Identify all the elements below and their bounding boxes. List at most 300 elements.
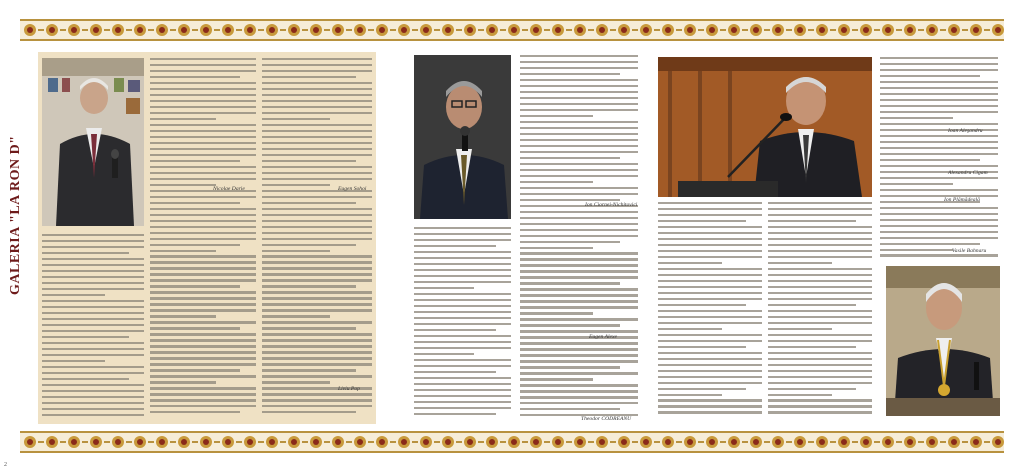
text-line xyxy=(658,376,762,378)
ornament-center xyxy=(71,439,77,445)
text-line xyxy=(150,315,216,317)
text-line xyxy=(262,381,330,383)
text-line xyxy=(520,103,638,105)
signature-left-col3-b: Liviu Pop xyxy=(338,386,360,392)
top-ornament-border xyxy=(20,19,1004,41)
text-line xyxy=(658,292,762,294)
text-line xyxy=(768,399,872,401)
ornament-link xyxy=(60,441,66,443)
text-line xyxy=(262,238,372,240)
ornament-center xyxy=(709,27,715,33)
text-line xyxy=(880,153,998,155)
ornament-center xyxy=(841,27,847,33)
text-line xyxy=(414,329,496,331)
ornament-center xyxy=(555,27,561,33)
text-line xyxy=(262,124,372,126)
text-line xyxy=(520,73,620,75)
text-line xyxy=(520,61,638,63)
text-line xyxy=(658,262,722,264)
text-line xyxy=(262,339,372,341)
text-line xyxy=(262,351,372,353)
text-line xyxy=(880,63,998,65)
text-line xyxy=(414,269,511,271)
text-line xyxy=(150,333,256,335)
signature-right-b: Alexandru Cigam xyxy=(948,170,988,176)
ornament-center xyxy=(225,439,231,445)
text-line xyxy=(768,256,872,258)
text-line xyxy=(262,255,372,257)
text-line xyxy=(768,405,872,407)
ornament-link xyxy=(346,29,352,31)
text-line xyxy=(262,279,372,281)
center-column-1-text xyxy=(414,227,511,422)
ornament-center xyxy=(423,27,429,33)
text-line xyxy=(520,336,638,338)
ornament-link xyxy=(148,441,154,443)
text-line xyxy=(42,294,105,296)
text-line xyxy=(768,238,872,240)
center-page xyxy=(377,52,643,424)
text-line xyxy=(880,57,998,59)
text-line xyxy=(880,111,998,113)
text-line xyxy=(262,357,372,359)
text-line xyxy=(880,93,998,95)
text-line xyxy=(658,220,746,222)
text-line xyxy=(414,413,496,415)
text-line xyxy=(880,117,953,119)
text-line xyxy=(768,394,832,396)
text-line xyxy=(262,405,372,407)
bottom-ornament-border xyxy=(20,431,1004,453)
ornament-center xyxy=(819,439,825,445)
text-line xyxy=(768,376,872,378)
text-line xyxy=(262,100,372,102)
text-line xyxy=(42,288,144,290)
text-line xyxy=(768,352,872,354)
ornament-center xyxy=(577,27,583,33)
text-line xyxy=(658,382,762,384)
text-line xyxy=(768,298,872,300)
text-line xyxy=(414,311,511,313)
text-line xyxy=(520,330,638,332)
ornament-center xyxy=(511,439,517,445)
text-line xyxy=(880,225,998,227)
ornament-link xyxy=(588,29,594,31)
ornament-center xyxy=(687,439,693,445)
text-line xyxy=(150,405,256,407)
text-line xyxy=(42,390,144,392)
text-line xyxy=(42,240,144,242)
text-line xyxy=(150,357,256,359)
text-line xyxy=(150,327,240,329)
text-line xyxy=(658,304,746,306)
text-line xyxy=(768,370,872,372)
ornament-center xyxy=(335,439,341,445)
ornament-link xyxy=(346,441,352,443)
ornament-center xyxy=(423,439,429,445)
ornament-center xyxy=(203,27,209,33)
text-line xyxy=(768,292,872,294)
text-line xyxy=(658,238,762,240)
text-line xyxy=(150,255,256,257)
text-line xyxy=(520,354,638,356)
text-line xyxy=(414,281,511,283)
text-line xyxy=(262,118,330,120)
text-line xyxy=(520,169,638,171)
ornament-center xyxy=(335,27,341,33)
text-line xyxy=(520,211,638,213)
text-line xyxy=(414,395,511,397)
text-line xyxy=(150,70,256,72)
ornament-link xyxy=(522,29,528,31)
text-line xyxy=(262,226,372,228)
signature-center-c: Theodor CODREANU xyxy=(581,416,632,422)
text-line xyxy=(150,387,256,389)
left-column-3-text xyxy=(262,58,372,420)
text-line xyxy=(520,372,638,374)
text-line xyxy=(42,258,144,260)
text-line xyxy=(658,405,762,407)
text-line xyxy=(150,244,240,246)
text-line xyxy=(880,177,998,179)
text-line xyxy=(262,327,356,329)
text-line xyxy=(658,334,762,336)
text-line xyxy=(262,136,372,138)
text-line xyxy=(150,154,256,156)
text-line xyxy=(520,139,638,141)
text-line xyxy=(414,305,511,307)
ornament-link xyxy=(962,29,968,31)
ornament-link xyxy=(390,29,396,31)
text-line xyxy=(520,270,638,272)
text-line xyxy=(880,237,998,239)
text-line xyxy=(520,79,638,81)
text-line xyxy=(520,151,638,153)
ornament-link xyxy=(104,29,110,31)
ornament-link xyxy=(940,29,946,31)
ornament-center xyxy=(599,27,605,33)
text-line xyxy=(150,58,256,60)
text-line xyxy=(262,399,372,401)
text-line xyxy=(768,226,872,228)
ornament-center xyxy=(951,439,957,445)
text-line xyxy=(520,396,638,398)
text-line xyxy=(42,354,144,356)
text-line xyxy=(42,324,144,326)
text-line xyxy=(520,312,593,314)
text-line xyxy=(414,407,511,409)
text-line xyxy=(768,232,872,234)
text-line xyxy=(414,227,511,229)
ornament-link xyxy=(588,441,594,443)
text-line xyxy=(42,234,144,236)
ornament-center xyxy=(621,27,627,33)
text-line xyxy=(520,306,638,308)
text-line xyxy=(262,375,372,377)
text-line xyxy=(658,250,762,252)
text-line xyxy=(262,106,372,108)
text-line xyxy=(414,323,511,325)
text-line xyxy=(414,335,511,337)
ornament-link xyxy=(632,29,638,31)
text-line xyxy=(658,370,762,372)
text-line xyxy=(520,67,638,69)
text-line xyxy=(658,256,762,258)
ornament-link xyxy=(412,441,418,443)
text-line xyxy=(520,258,638,260)
ornament-link xyxy=(478,29,484,31)
ornament-link xyxy=(456,441,462,443)
ornament-center xyxy=(863,439,869,445)
text-line xyxy=(414,353,474,355)
text-line xyxy=(768,316,872,318)
text-line xyxy=(262,202,356,204)
ornament-center xyxy=(313,27,319,33)
text-line xyxy=(150,351,256,353)
ornament-link xyxy=(258,29,264,31)
left-column-2-text xyxy=(150,58,256,420)
text-line xyxy=(658,328,722,330)
text-line xyxy=(658,280,762,282)
text-line xyxy=(42,384,144,386)
text-line xyxy=(150,64,256,66)
ornament-center xyxy=(797,439,803,445)
text-line xyxy=(520,366,620,368)
ornament-center xyxy=(269,439,275,445)
text-line xyxy=(520,378,593,380)
text-line xyxy=(150,267,256,269)
text-line xyxy=(520,217,638,219)
ornament-center xyxy=(731,439,737,445)
ornament-link xyxy=(896,29,902,31)
text-line xyxy=(262,220,372,222)
text-line xyxy=(880,249,953,251)
ornament-link xyxy=(566,441,572,443)
text-line xyxy=(150,166,256,168)
ornament-link xyxy=(104,441,110,443)
ornament-center xyxy=(929,27,935,33)
ornament-center xyxy=(489,27,495,33)
ornament-center xyxy=(71,27,77,33)
signature-right-d: Vasile Bahnaru xyxy=(952,248,987,254)
text-line xyxy=(520,384,638,386)
ornament-link xyxy=(170,29,176,31)
ornament-center xyxy=(203,439,209,445)
photo-speaker-bookshelf xyxy=(42,58,144,226)
ornament-center xyxy=(115,27,121,33)
ornament-link xyxy=(368,441,374,443)
text-line xyxy=(658,202,762,204)
ornament-link xyxy=(786,29,792,31)
text-line xyxy=(880,69,998,71)
text-line xyxy=(150,411,240,413)
text-line xyxy=(262,76,356,78)
text-line xyxy=(150,339,256,341)
ornament-link xyxy=(38,29,44,31)
text-line xyxy=(414,347,511,349)
ornament-link xyxy=(434,29,440,31)
text-line xyxy=(262,196,372,198)
text-line xyxy=(520,318,638,320)
text-line xyxy=(414,299,511,301)
ornament-center xyxy=(951,27,957,33)
text-line xyxy=(42,378,129,380)
text-line xyxy=(768,268,872,270)
ornament-center xyxy=(379,27,385,33)
text-line xyxy=(262,166,372,168)
ornament-center xyxy=(181,27,187,33)
ornament-link xyxy=(720,29,726,31)
text-line xyxy=(768,340,872,342)
text-line xyxy=(658,394,722,396)
text-line xyxy=(150,130,256,132)
text-line xyxy=(414,359,511,361)
text-line xyxy=(262,244,356,246)
ornament-center xyxy=(247,27,253,33)
ornament-center xyxy=(665,27,671,33)
ornament-link xyxy=(610,29,616,31)
text-line xyxy=(150,309,256,311)
ornament-center xyxy=(445,439,451,445)
text-line xyxy=(262,70,372,72)
ornament-center xyxy=(401,27,407,33)
text-line xyxy=(520,109,638,111)
ornament-center xyxy=(93,27,99,33)
ornament-center xyxy=(665,439,671,445)
text-line xyxy=(42,306,144,308)
text-line xyxy=(262,160,356,162)
text-line xyxy=(42,372,144,374)
ornament-center xyxy=(533,439,539,445)
ornament-center xyxy=(115,439,121,445)
text-line xyxy=(42,408,144,410)
ornament-link xyxy=(390,441,396,443)
text-line xyxy=(658,352,762,354)
text-line xyxy=(520,408,620,410)
text-line xyxy=(768,346,856,348)
ornament-link xyxy=(192,29,198,31)
text-line xyxy=(150,100,256,102)
text-line xyxy=(150,279,256,281)
photo-speaker-podium xyxy=(658,57,872,197)
left-page xyxy=(38,52,376,424)
right-column-3-text xyxy=(880,57,998,265)
text-line xyxy=(262,88,372,90)
text-line xyxy=(768,274,872,276)
magazine-masthead: GALERIA "LA RON D" xyxy=(8,135,23,295)
text-line xyxy=(150,399,256,401)
text-line xyxy=(150,184,216,186)
ornament-link xyxy=(632,441,638,443)
ornament-center xyxy=(819,27,825,33)
text-line xyxy=(150,88,256,90)
text-line xyxy=(658,286,762,288)
text-line xyxy=(520,199,620,201)
ornament-link xyxy=(874,29,880,31)
text-line xyxy=(150,118,216,120)
ornament-center xyxy=(225,27,231,33)
ornament-link xyxy=(918,441,924,443)
signature-left-col3-a: Eugen Sohoi xyxy=(338,186,367,192)
ornament-center xyxy=(907,439,913,445)
text-line xyxy=(520,193,638,195)
text-line xyxy=(262,297,372,299)
text-line xyxy=(520,127,638,129)
text-line xyxy=(414,293,511,295)
text-line xyxy=(414,371,496,373)
text-line xyxy=(42,312,144,314)
text-line xyxy=(880,219,998,221)
text-line xyxy=(150,106,256,108)
text-line xyxy=(150,196,256,198)
text-line xyxy=(262,112,372,114)
text-line xyxy=(414,275,511,277)
text-line xyxy=(520,324,620,326)
text-line xyxy=(768,244,872,246)
text-line xyxy=(658,316,762,318)
ornament-center xyxy=(159,27,165,33)
ornament-link xyxy=(764,29,770,31)
text-line xyxy=(414,377,511,379)
text-line xyxy=(150,214,256,216)
text-line xyxy=(520,300,638,302)
text-line xyxy=(42,342,144,344)
text-line xyxy=(150,160,240,162)
text-line xyxy=(150,369,240,371)
ornament-center xyxy=(885,27,891,33)
text-line xyxy=(658,226,762,228)
ornament-center xyxy=(555,439,561,445)
text-line xyxy=(414,245,496,247)
text-line xyxy=(150,238,256,240)
text-line xyxy=(880,183,953,185)
text-line xyxy=(262,64,372,66)
text-line xyxy=(150,94,256,96)
text-line xyxy=(880,165,998,167)
text-line xyxy=(262,267,372,269)
ornament-link xyxy=(654,441,660,443)
text-line xyxy=(768,328,832,330)
text-line xyxy=(150,375,256,377)
text-line xyxy=(42,252,129,254)
text-line xyxy=(880,141,998,143)
text-line xyxy=(520,235,638,237)
text-line xyxy=(768,304,856,306)
ornament-link xyxy=(434,441,440,443)
ornament-center xyxy=(797,27,803,33)
text-line xyxy=(262,363,372,365)
text-line xyxy=(150,232,256,234)
text-line xyxy=(150,250,216,252)
ornament-center xyxy=(247,439,253,445)
ornament-link xyxy=(918,29,924,31)
ornament-link xyxy=(984,29,990,31)
text-line xyxy=(42,360,105,362)
ornament-link xyxy=(764,441,770,443)
ornament-link xyxy=(610,441,616,443)
ornament-center xyxy=(753,27,759,33)
text-line xyxy=(880,159,980,161)
text-line xyxy=(658,340,762,342)
ornament-link xyxy=(940,441,946,443)
ornament-center xyxy=(533,27,539,33)
text-line xyxy=(520,276,638,278)
text-line xyxy=(768,334,872,336)
ornament-center xyxy=(489,439,495,445)
text-line xyxy=(150,76,240,78)
text-line xyxy=(520,264,638,266)
text-line xyxy=(880,87,998,89)
